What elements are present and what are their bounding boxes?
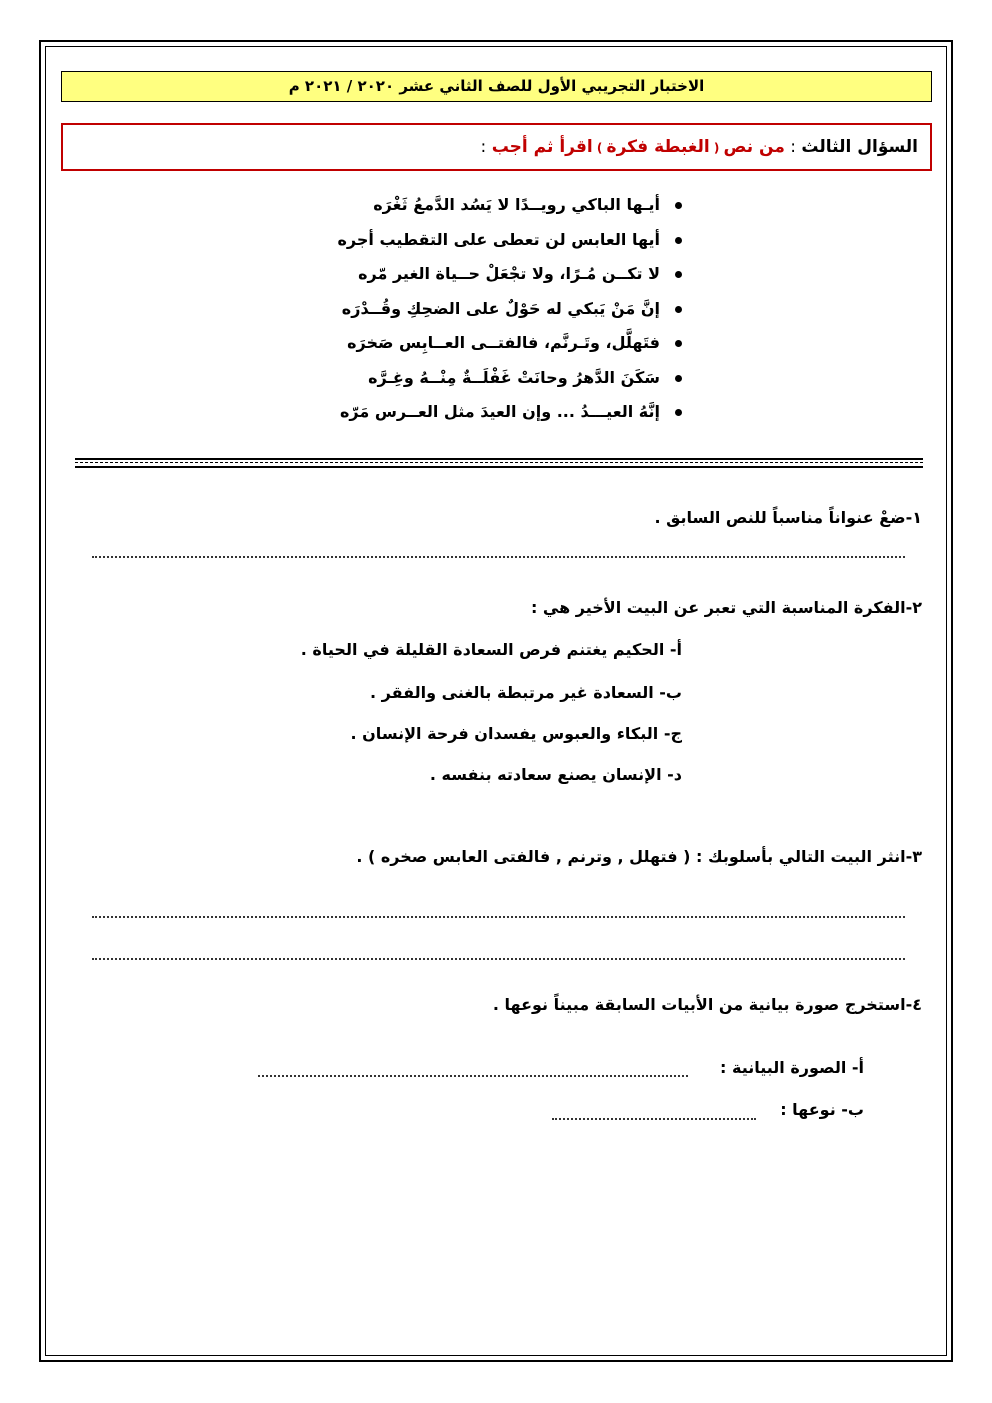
question-end-colon: : — [480, 137, 492, 157]
question-prefix: من نص — [723, 137, 785, 157]
poem-line-text: سَكَنَ الدَّهرُ وحانَتْ غَفْلَــةٌ مِنْــهُ وغِـرَّه — [368, 367, 660, 387]
poem-line — [282, 292, 682, 327]
bullet-icon — [675, 237, 682, 244]
q3-text: ٣-انثر البيت التالي بأسلوبك : ( فتهلل , وترنم , فالفتى العابس صخره ) . — [356, 847, 922, 866]
q4-image-answer-line[interactable] — [258, 1075, 688, 1077]
bullet-icon — [675, 340, 682, 347]
q4-image-label: أ- الصورة البيانية : — [720, 1058, 864, 1077]
question-instruction: اقرأ ثم أجب — [491, 137, 593, 157]
bullet-icon — [675, 271, 682, 278]
bullet-icon — [675, 409, 682, 416]
q1-answer-line[interactable] — [92, 556, 905, 558]
paren-close: ) — [592, 141, 607, 155]
poem-line — [282, 361, 682, 396]
q2-option-d[interactable]: د- الإنسان يصنع سعادته بنفسه . — [429, 765, 682, 784]
question-label: السؤال الثالث — [801, 137, 918, 157]
poem-title: الغبطة فكرة — [606, 137, 710, 157]
bullet-icon — [675, 375, 682, 382]
q3-answer-line-1[interactable] — [92, 916, 905, 918]
poem-line — [282, 188, 682, 223]
q3-answer-line-2[interactable] — [92, 958, 905, 960]
poem-line — [282, 257, 682, 292]
q2-option-b[interactable]: ب- السعادة غير مرتبطة بالغنى والفقر . — [370, 683, 682, 702]
poem-line-text: أيها العابس لن تعطى على التقطيب أجره — [337, 229, 660, 249]
poem-line-text: فتَهلَّل، وتَـرنَّم، فالفتــى العــابِس صَخرَه — [347, 333, 660, 352]
exam-title-banner — [61, 71, 932, 102]
bullet-icon — [675, 202, 682, 209]
poem-line — [282, 223, 682, 258]
poem-line-text: إنَّهُ العيـــدُ ... وإن العيدَ مثل العــرس مَرّه — [339, 402, 660, 421]
poem-line — [282, 326, 682, 361]
q4-text: ٤-استخرج صورة بيانية من الأبيات السابقة مبيناً نوعها . — [492, 995, 922, 1014]
q2-option-a[interactable]: أ- الحكيم يغتنم فرص السعادة القليلة في الحياة . — [300, 640, 682, 659]
poem-line-text: أيـها الباكي رويــدًا لا يَسُد الدَّمعُ ثَغْرَه — [373, 195, 660, 214]
poem-line-text: إنَّ مَنْ يَبكي له حَوْلٌ على الضحِكِ وقُــدْرَه — [341, 298, 660, 318]
exam-title: الاختبار التجريبي الأول للصف الثاني عشر ٢٠٢٠ / ٢٠٢١ م — [288, 77, 705, 95]
q2-option-c[interactable]: ج- البكاء والعبوس يفسدان فرحة الإنسان . — [350, 724, 682, 743]
question-heading-box — [61, 123, 932, 171]
poem-list — [282, 188, 682, 430]
q1-text: ١-ضعْ عنواناً مناسباً للنص السابق . — [654, 508, 922, 527]
q4-type-label: ب- نوعها : — [780, 1100, 864, 1119]
question-colon: : — [784, 137, 802, 157]
poem-line-text: لا تكــن مُـرًا، ولا تجْعَلْ حــياة الغير مّره — [358, 264, 660, 283]
q2-text: ٢-الفكرة المناسبة التي تعبر عن البيت الأخير هي : — [530, 598, 922, 617]
poem-line — [282, 395, 682, 430]
paren-open: ( — [709, 141, 724, 155]
section-divider — [75, 458, 923, 468]
q4-type-answer-line[interactable] — [552, 1118, 756, 1120]
bullet-icon — [675, 306, 682, 313]
